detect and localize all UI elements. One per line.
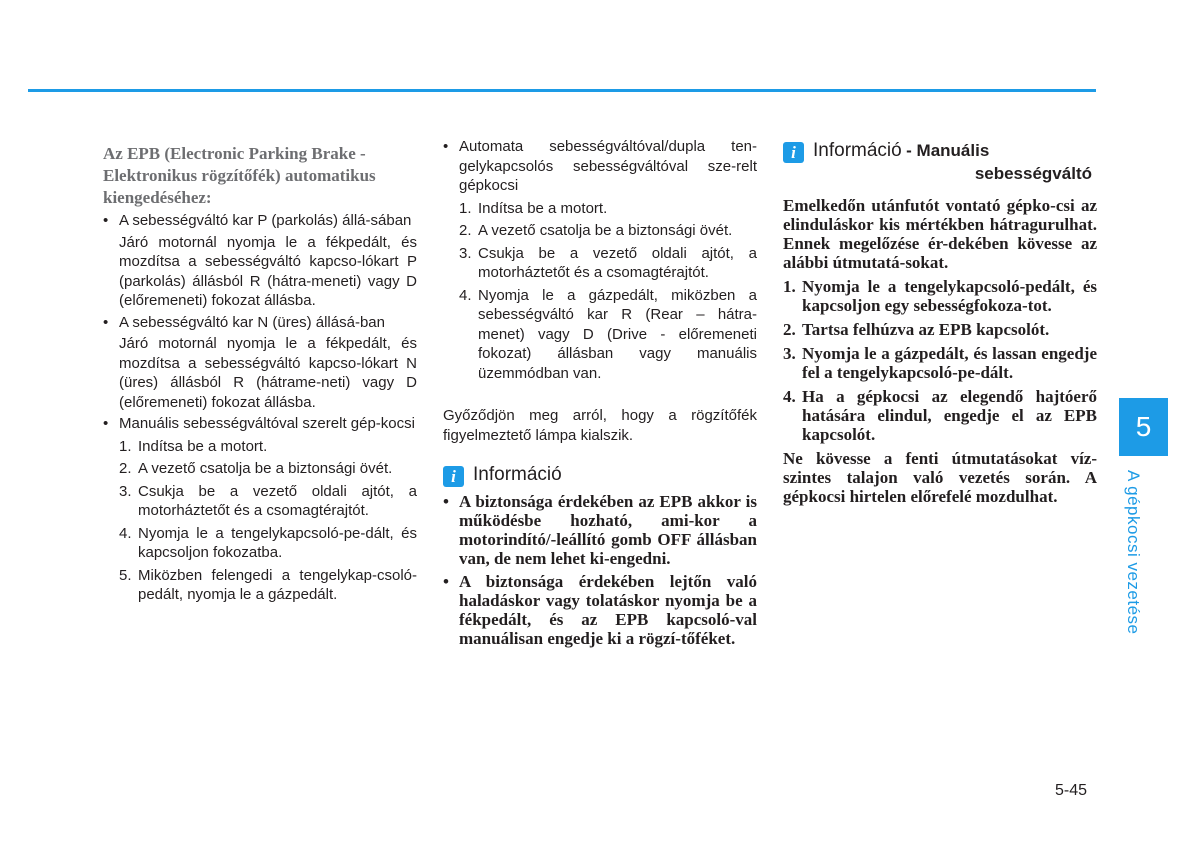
- info-header: [783, 140, 1097, 184]
- bullet-title: A sebességváltó kar P (parkolás) állá-sában: [119, 212, 412, 229]
- step-item: 3. Nyomja le a gázpedált, és lassan engedje fel a tengelykapcsoló-pe-dált.: [783, 344, 1097, 382]
- bullet-dot: •: [443, 138, 449, 155]
- chapter-label: A gépkocsi vezetése: [1124, 470, 1143, 635]
- note-text: Győződjön meg arról, hogy a rögzítőfék figyelmeztető lámpa kialszik.: [443, 407, 757, 444]
- bullet-dot: •: [443, 572, 449, 591]
- bullet-dot: •: [103, 415, 109, 432]
- top-divider: [28, 89, 1096, 92]
- info-bullet: • A biztonsága érdekében az EPB akkor is működésbe hozható, ami-kor a motorindító/-leállító gomb OFF állásban van, de nem lehet ki-engedni.: [443, 492, 757, 568]
- column-middle: [443, 137, 757, 648]
- bullet-title: Manuális sebességváltóval szerelt gép-kocsi: [119, 415, 415, 432]
- info-subtitle: - Manuális: [906, 141, 990, 160]
- bullet-neutral: [103, 313, 417, 413]
- step-item: 4. Ha a gépkocsi az elegendő hajtóerő hatására elindul, engedje el az EPB kapcsolót.: [783, 387, 1097, 444]
- info-title: Információ: [473, 464, 562, 485]
- intro-text: Emelkedőn utánfutót vontató gépko-csi az elinduláskor kis mértékben hátragurulhat. Ennek megelőzése ér-dekében kövesse az alábbi útmutatá-sokat.: [783, 196, 1097, 272]
- bullet-text: Járó motornál nyomja le a fékpedált, és mozdítsa a sebességváltó kapcso-lókart N (üres) állásból R (hátrame-neti) vagy D (előremeneti) fokozat állásba.: [119, 335, 417, 411]
- info-bullet: • A biztonsága érdekében lejtőn való haladáskor vagy tolatáskor nyomja be a fékpedált, és az EPB kapcsoló-val manuálisan engedje ki a rögzí-tőféket.: [443, 572, 757, 648]
- step-item: 2. Tartsa felhúzva az EPB kapcsolót.: [783, 320, 1050, 339]
- step-item: 1. Indítsa be a motort.: [119, 437, 268, 455]
- info-subtitle-2: sebességváltó: [974, 164, 1092, 183]
- bullet-manual: [103, 414, 417, 434]
- page-number: 5-45: [1055, 782, 1088, 799]
- bullet-dot: •: [103, 212, 109, 229]
- step-item: 3. Csukja be a vezető oldali ajtót, a motorháztetőt és a csomagtérajtót.: [119, 482, 417, 519]
- info-icon: i: [783, 142, 804, 163]
- bullet-text: Járó motornál nyomja le a fékpedált, és mozdítsa a sebességváltó kapcso-lókart P (parkolás) állásból R (hátra-meneti) vagy D (előremeneti) fokozat állásba.: [119, 233, 417, 309]
- step-item: 2. A vezető csatolja be a biztonsági övét.: [459, 222, 733, 239]
- bullet-title: A sebességváltó kar N (üres) állásá-ban: [119, 313, 385, 331]
- step-item: 1. Indítsa be a motort.: [459, 199, 608, 217]
- step-item: 4. Nyomja le a tengelykapcsoló-pe-dált, és kapcsoljon fokozatba.: [119, 524, 417, 561]
- section-heading: Az EPB (Electronic Parking Brake - Elektronikus rögzítőfék) automatikus kiengedéséhez:: [103, 144, 376, 207]
- info-icon: i: [443, 466, 464, 487]
- step-item: 5. Miközben felengedi a tengelykap-csoló-pedált, nyomja le a gázpedált.: [119, 566, 417, 603]
- info-header: [443, 464, 757, 487]
- bullet-park: [103, 211, 417, 311]
- step-item: 3. Csukja be a vezető oldali ajtót, a motorháztetőt és a csomagtérajtót.: [459, 244, 757, 281]
- chapter-tab: 5: [1119, 398, 1168, 456]
- outro-text: Ne kövesse a fenti útmutatásokat víz-szintes talajon való vezetés során. A gépkocsi hirtelen előrefelé mozdulhat.: [783, 449, 1097, 506]
- info-title: Információ: [813, 140, 902, 161]
- bullet-title: Automata sebességváltóval/dupla ten-gelykapcsolós sebességváltóval sze-relt gépkocsi: [459, 138, 757, 194]
- bullet-dot: •: [103, 313, 109, 331]
- column-right: [783, 140, 1097, 506]
- step-item: 2. A vezető csatolja be a biztonsági övét.: [119, 460, 393, 477]
- bullet-dot: •: [443, 492, 449, 511]
- column-left: [103, 143, 417, 605]
- step-item: 1. Nyomja le a tengelykapcsoló-pedált, és kapcsoljon egy sebességfokoza-tot.: [783, 277, 1097, 315]
- bullet-automatic: [443, 137, 757, 196]
- step-item: 4. Nyomja le a gázpedált, miközben a sebességváltó kar R (Rear – hátra-menet) vagy D (Drive - előremeneti fokozat) állásban vagy manuális üzemmódban van.: [459, 286, 757, 382]
